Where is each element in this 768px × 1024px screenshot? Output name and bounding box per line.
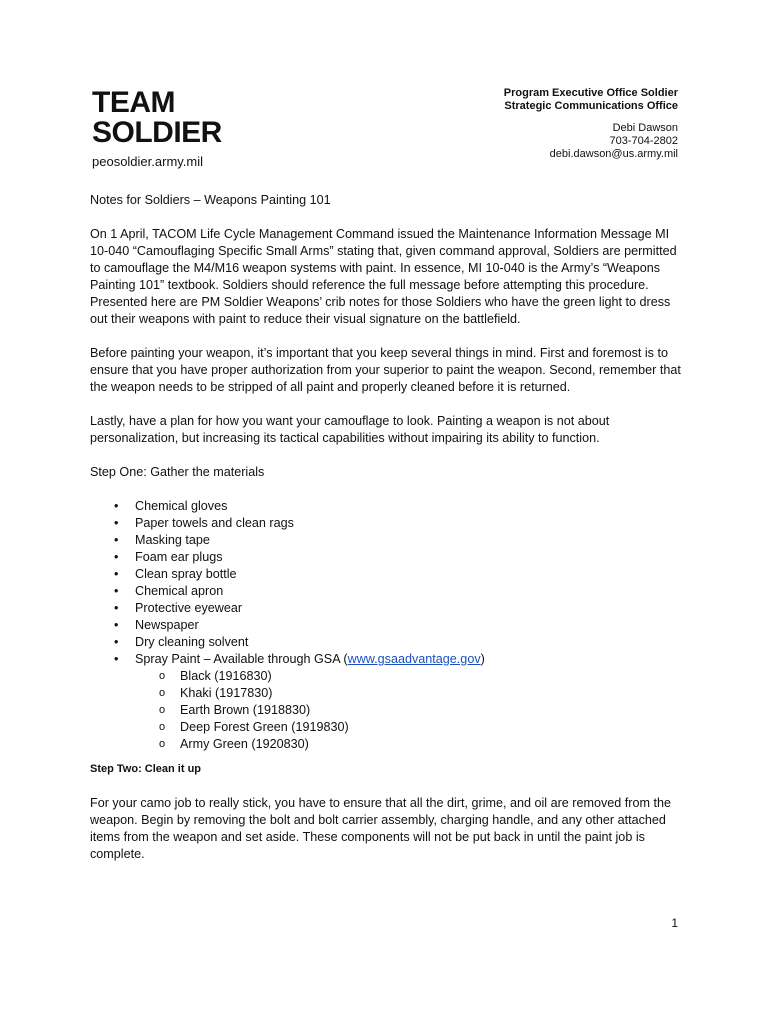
contact-email: debi.dawson@us.army.mil [549,148,678,160]
office-org-line1: Program Executive Office Soldier [503,87,678,99]
list-item-spray-paint [90,651,690,668]
office-header [504,87,678,161]
list-item: • Chemical apron [90,583,690,600]
list-item: • Dry cleaning solvent [90,634,690,651]
gsa-advantage-link[interactable]: www.gsaadvantage.gov [347,652,481,666]
list-item: o Khaki (1917830) [90,685,690,702]
list-item: o Earth Brown (1918830) [90,702,690,719]
spray-paint-suffix: ) [480,652,485,666]
list-item: • Chemical gloves [90,498,690,515]
paragraph-plan: Lastly, have a plan for how you want your camouflage to look. Painting a weapon is not about personalization, but increasing its tactical capabilities without impairing its ability to function. [90,414,610,445]
list-item: o Black (1916830) [90,668,690,685]
list-item: o Deep Forest Green (1919830) [90,719,690,736]
contact-phone: 703-704-2802 [609,135,678,147]
spray-paint-label: Spray Paint – Available through GSA ( [135,652,348,666]
paragraph-intro: On 1 April, TACOM Life Cycle Management Command issued the Maintenance Information Message MI 10-040 “Camouflaging Specific Small Arms” stating that, given command approval, Soldiers are permitted to camouflage the M4/M16 weapon systems with paint. In essence, MI 10-040 is the Army’s “Weapons Painting 101” textbook. Soldiers should reference the full message before attempting this procedure. Presented here are PM Soldier Weapons’ crib notes for those Soldiers who have the green light to dress out their weapons with paint to reduce their visual signature on the battlefield. [90,227,677,326]
paragraph-clean: For your camo job to really stick, you have to ensure that all the dirt, grime, and oil are removed from the weapon. Begin by removing the bolt and bolt carrier assembly, charging handle, and any other attached items from the weapon and set aside. These components will not be put back in until the paint job is complete. [90,796,671,861]
team-soldier-logo [92,86,222,169]
list-item: • Protective eyewear [90,600,690,617]
paint-colors-list [90,668,690,753]
logo-url: peosoldier.army.mil [92,154,204,169]
list-item: • Paper towels and clean rags [90,515,690,532]
document-body [90,192,690,863]
list-item: • Clean spray bottle [90,566,690,583]
materials-list [90,498,690,668]
list-item: • Newspaper [90,617,690,634]
step-two-heading: Step Two: Clean it up [90,763,202,775]
paragraph-authorization: Before painting your weapon, it’s important that you keep several things in mind. First and foremost is to ensure that you have proper authorization from your superior to paint the weapon. Second, remember that the weapon needs to be stripped of all paint and properly cleaned before it is returned. [90,346,681,394]
office-org-line2: Strategic Communications Office [504,100,678,112]
list-item: • Masking tape [90,532,690,549]
page-number: 1 [671,916,678,930]
list-item: o Army Green (1920830) [90,736,690,753]
step-one-heading: Step One: Gather the materials [90,465,265,479]
contact-name: Debi Dawson [612,122,678,134]
list-item: • Foam ear plugs [90,549,690,566]
logo-line-team: TEAM [92,86,175,119]
logo-line-soldier: SOLDIER [92,116,222,149]
document-title: Notes for Soldiers – Weapons Painting 101 [90,193,331,207]
